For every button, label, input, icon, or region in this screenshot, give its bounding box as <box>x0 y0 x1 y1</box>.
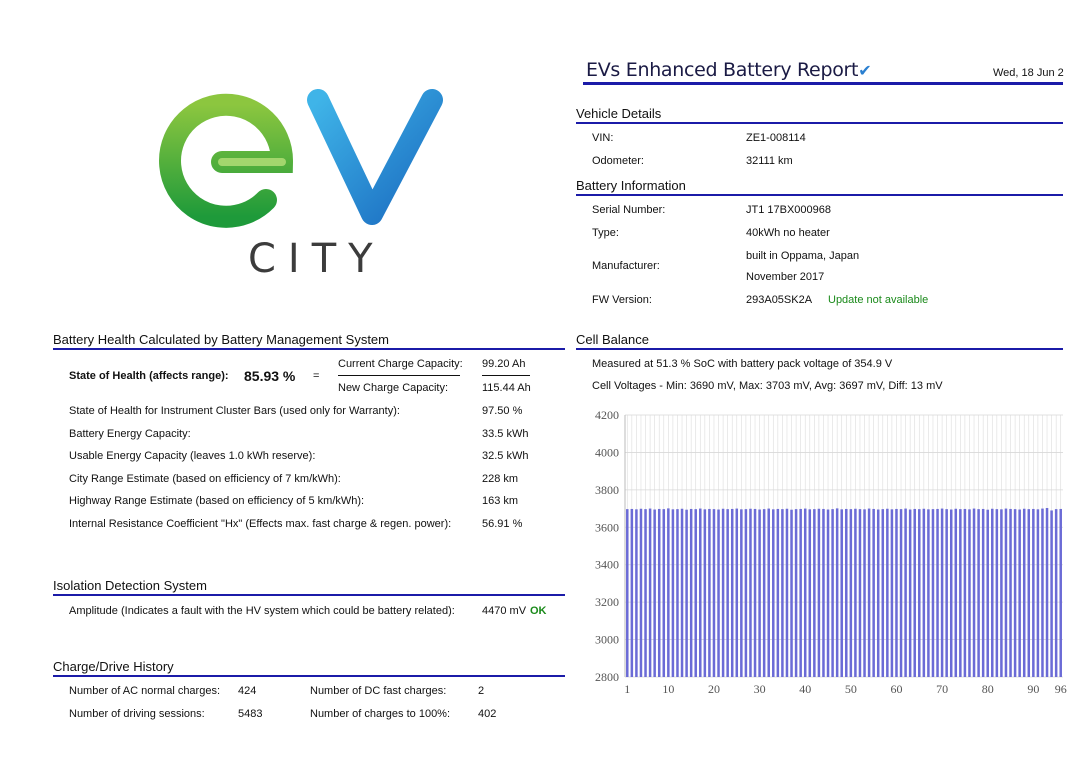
cell-voltage-bar <box>923 509 926 677</box>
cell-voltage-bar <box>726 509 729 677</box>
cell-voltage-bar <box>717 510 720 677</box>
cell-voltage-bar <box>1005 509 1008 677</box>
cell-voltage-bar <box>831 509 834 677</box>
charge-history-title: Charge/Drive History <box>53 659 565 677</box>
report-title: EVs Enhanced Battery Report✔ <box>586 59 872 81</box>
soh-value: 85.93 % <box>244 368 296 384</box>
cell-voltage-bar <box>845 509 848 677</box>
soh-label: State of Health (affects range): <box>69 370 229 382</box>
cell-voltage-bar <box>1050 510 1053 677</box>
cell-voltage-bar <box>863 509 866 677</box>
cell-voltage-bar <box>941 509 944 677</box>
chart-x-ticks <box>624 682 1066 696</box>
type-label: Type: <box>592 227 619 239</box>
chart-y-ticks <box>595 408 619 684</box>
cell-voltage-bar <box>749 509 752 677</box>
cell-voltage-bar <box>1037 509 1040 677</box>
health-row-value: 228 km <box>482 473 519 485</box>
chart-bars <box>626 508 1062 677</box>
cell-voltage-bar <box>740 509 743 677</box>
y-tick-label: 3000 <box>595 632 619 647</box>
cell-voltage-bar <box>1014 509 1017 677</box>
cell-voltage-bar <box>936 509 939 677</box>
x-tick-label: 70 <box>936 682 949 696</box>
cell-voltage-bar <box>955 509 958 677</box>
cell-voltage-bar <box>818 509 821 677</box>
cell-voltage-bar <box>872 509 875 677</box>
cell-voltage-bar <box>1059 509 1062 677</box>
cell-voltage-bar <box>927 509 930 677</box>
cell-voltage-bar <box>895 509 898 677</box>
health-row-label: Internal Resistance Coefficient "Hx" (Effects max. fast charge & regen. power): <box>69 518 452 530</box>
cell-voltage-bar <box>690 509 693 677</box>
capacity-fraction-line-values <box>482 375 530 376</box>
x-tick-label: 80 <box>981 682 994 696</box>
cell-voltage-bar <box>950 510 953 677</box>
serial-label: Serial Number: <box>592 204 666 216</box>
cell-voltage-bar <box>676 509 679 677</box>
driving-sessions-value: 5483 <box>238 708 263 720</box>
cell-voltage-bar <box>909 510 912 677</box>
cell-voltage-bar <box>722 509 725 677</box>
odometer-value: 32111 km <box>746 155 793 167</box>
x-tick-label: 1 <box>624 682 631 696</box>
capacity-fraction-line <box>338 375 460 376</box>
y-tick-label: 2800 <box>595 670 619 684</box>
cell-voltage-bar <box>667 508 670 677</box>
cell-voltage-bar <box>804 509 807 677</box>
cell-voltage-bar <box>1041 509 1044 677</box>
cell-voltage-bar <box>854 509 857 677</box>
y-tick-label: 4000 <box>595 445 619 460</box>
cell-voltage-bar <box>713 509 716 677</box>
cell-voltage-bar <box>973 509 976 677</box>
cell-voltage-bar <box>681 509 684 677</box>
cell-voltage-bar <box>900 509 903 677</box>
cell-voltage-bar <box>809 509 812 677</box>
health-row-value: 33.5 kWh <box>482 428 529 440</box>
cell-voltage-bar <box>786 509 789 677</box>
health-row-value: 163 km <box>482 495 519 507</box>
cell-voltage-bar <box>968 509 971 677</box>
new-capacity-value: 115.44 Ah <box>482 382 531 394</box>
cell-voltage-bar <box>1023 509 1026 677</box>
type-value: 40kWh no heater <box>746 227 830 239</box>
cell-voltage-bar <box>795 509 798 677</box>
cell-voltage-bar <box>772 509 775 677</box>
vehicle-details-title: Vehicle Details <box>576 106 1063 124</box>
vin-label: VIN: <box>592 132 614 144</box>
x-tick-label: 40 <box>799 682 812 696</box>
logo-city-text: CITY <box>248 236 385 282</box>
cell-voltage-bar <box>945 509 948 677</box>
cell-voltage-bar <box>699 509 702 677</box>
x-tick-label: 50 <box>844 682 857 696</box>
fw-update-status: Update not available <box>828 294 929 306</box>
cell-voltage-bar <box>1009 509 1012 677</box>
cell-voltage-bar <box>1000 509 1003 677</box>
dc-charges-value: 2 <box>478 685 485 697</box>
fw-version-label: FW Version: <box>592 294 652 306</box>
cell-voltage-bar <box>913 509 916 677</box>
checkmark-icon: ✔ <box>858 61 872 80</box>
cell-voltage-bar <box>763 509 766 677</box>
x-tick-label: 20 <box>707 682 720 696</box>
cell-voltage-bar <box>626 509 629 677</box>
isolation-status-badge: OK <box>530 605 547 617</box>
manufacturer-label: Manufacturer: <box>592 260 660 272</box>
cell-voltage-bar <box>840 509 843 677</box>
isolation-title: Isolation Detection System <box>53 578 565 596</box>
cell-voltage-bar <box>918 509 921 677</box>
cell-voltage-bar <box>1046 508 1049 677</box>
health-row-value: 97.50 % <box>482 405 523 417</box>
cell-voltage-chart <box>590 405 1067 696</box>
cell-voltage-bar <box>631 509 634 677</box>
health-row-label: City Range Estimate (based on efficiency of 7 km/kWh): <box>69 473 341 485</box>
cell-voltage-bar <box>649 509 652 677</box>
cell-voltage-bar <box>758 510 761 677</box>
cell-voltage-bar <box>694 509 697 677</box>
cell-voltage-bar <box>736 509 739 677</box>
full-charges-label: Number of charges to 100%: <box>310 708 451 720</box>
cell-voltage-bar <box>827 510 830 677</box>
fw-version-value: 293A05SK2A <box>746 294 813 306</box>
manufacturer-line1: built in Oppama, Japan <box>746 250 860 262</box>
health-row-label: Battery Energy Capacity: <box>69 428 191 440</box>
x-tick-label: 10 <box>662 682 675 696</box>
cell-voltage-bar <box>991 509 994 677</box>
ac-charges-value: 424 <box>238 685 257 697</box>
report-title-underline <box>583 82 1063 85</box>
cell-voltage-bar <box>799 509 802 677</box>
cell-voltage-bar <box>891 509 894 677</box>
ac-charges-label: Number of AC normal charges: <box>69 685 221 697</box>
soh-equals: = <box>313 370 320 382</box>
cell-voltage-bar <box>882 509 885 677</box>
health-row-value: 56.91 % <box>482 518 523 530</box>
cell-voltage-bar <box>1028 509 1031 677</box>
cell-voltage-bar <box>790 510 793 677</box>
cell-voltage-bar <box>640 509 643 677</box>
health-row-label: Usable Energy Capacity (leaves 1.0 kWh reserve): <box>69 450 316 462</box>
cell-balance-title: Cell Balance <box>576 332 1063 350</box>
cell-voltage-bar <box>745 509 748 677</box>
cell-voltage-bar <box>754 509 757 677</box>
x-tick-label: 90 <box>1027 682 1040 696</box>
cell-voltage-bar <box>836 508 839 677</box>
ev-city-logo <box>170 88 450 286</box>
cell-voltage-bar <box>904 509 907 677</box>
cell-voltage-bar <box>1018 510 1021 677</box>
health-row-label: Highway Range Estimate (based on efficiency of 5 km/kWh): <box>69 495 365 507</box>
manufacturer-line2: November 2017 <box>746 271 825 283</box>
cell-voltage-bar <box>822 509 825 677</box>
health-row-value: 32.5 kWh <box>482 450 529 462</box>
cell-voltage-bar <box>1055 509 1058 677</box>
current-capacity-value: 99.20 Ah <box>482 358 526 370</box>
dc-charges-label: Number of DC fast charges: <box>310 685 447 697</box>
report-date: Wed, 18 Jun 2 <box>993 67 1064 79</box>
cell-voltage-bar <box>653 510 656 677</box>
cell-voltage-bar <box>964 509 967 677</box>
x-tick-label: 96 <box>1054 682 1067 696</box>
cell-balance-measured: Measured at 51.3 % SoC with battery pack voltage of 354.9 V <box>592 358 893 370</box>
odometer-label: Odometer: <box>592 155 644 167</box>
cell-voltage-bar <box>781 509 784 677</box>
current-capacity-label: Current Charge Capacity: <box>338 358 463 370</box>
serial-value: JT1 17BX000968 <box>746 204 832 216</box>
cell-voltage-bar <box>986 510 989 677</box>
cell-voltage-bar <box>644 509 647 677</box>
ev-city-logo-graphic <box>170 88 450 283</box>
cell-voltage-bar <box>868 509 871 677</box>
y-tick-label: 3400 <box>595 557 619 572</box>
cell-voltage-bar <box>658 509 661 677</box>
cell-voltage-bar <box>982 509 985 677</box>
cell-voltage-bar <box>672 509 675 677</box>
battery-information-title: Battery Information <box>576 178 1063 196</box>
battery-health-title: Battery Health Calculated by Battery Management System <box>53 332 565 350</box>
cell-voltage-bar <box>685 510 688 677</box>
cell-voltage-bar <box>859 509 862 677</box>
cell-voltage-bar <box>877 510 880 677</box>
cell-voltage-bar <box>959 509 962 677</box>
cell-voltage-bar <box>708 509 711 677</box>
cell-voltage-bar <box>767 509 770 677</box>
x-tick-label: 60 <box>890 682 903 696</box>
isolation-value: 4470 mV <box>482 605 527 617</box>
new-capacity-label: New Charge Capacity: <box>338 382 449 394</box>
health-row-label: State of Health for Instrument Cluster Bars (used only for Warranty): <box>69 405 400 417</box>
cell-voltage-bar <box>663 509 666 677</box>
isolation-label: Amplitude (Indicates a fault with the HV system which could be battery related): <box>69 605 455 617</box>
cell-voltage-bar <box>932 509 935 677</box>
cell-voltage-bar <box>977 509 980 677</box>
cell-voltage-bar <box>996 509 999 677</box>
cell-voltage-bar <box>1032 509 1035 677</box>
cell-voltage-bar <box>813 509 816 677</box>
y-tick-label: 3800 <box>595 482 619 497</box>
cell-voltage-bar <box>704 509 707 677</box>
cell-voltage-bar <box>635 509 638 677</box>
full-charges-value: 402 <box>478 708 497 720</box>
cell-voltage-bar <box>850 509 853 677</box>
cell-balance-voltages: Cell Voltages - Min: 3690 mV, Max: 3703 mV, Avg: 3697 mV, Diff: 13 mV <box>592 380 943 392</box>
y-tick-label: 4200 <box>595 408 619 422</box>
cell-voltage-bar <box>731 509 734 677</box>
y-tick-label: 3200 <box>595 595 619 610</box>
y-tick-label: 3600 <box>595 520 619 535</box>
driving-sessions-label: Number of driving sessions: <box>69 708 205 720</box>
cell-voltage-bar <box>886 509 889 677</box>
x-tick-label: 30 <box>753 682 766 696</box>
cell-voltage-bar <box>777 509 780 677</box>
vin-value: ZE1-008114 <box>746 132 806 144</box>
